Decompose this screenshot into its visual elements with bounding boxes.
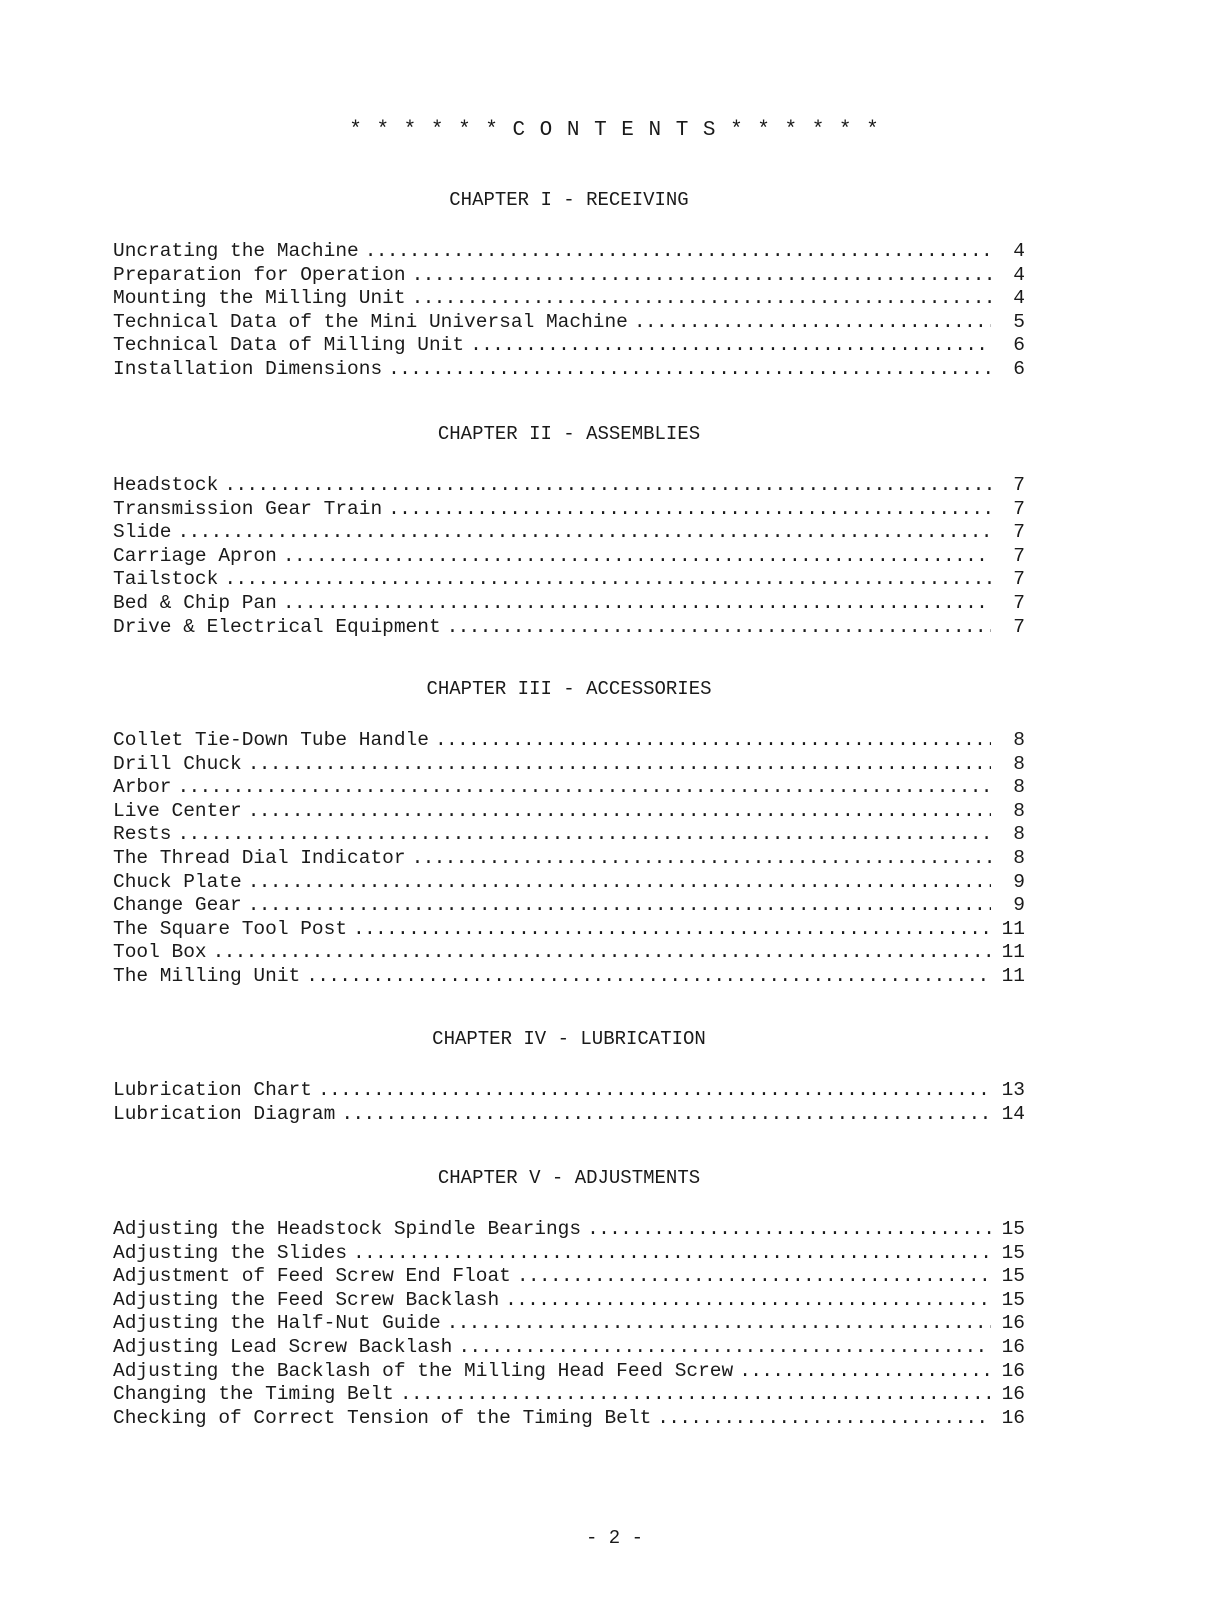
toc-entry [113,847,1025,871]
dot-leader [283,592,991,616]
dot-leader [447,1312,991,1336]
toc-entry-page: 7 [1013,497,1025,520]
toc-entry [113,1242,1025,1266]
toc-entry [113,545,1025,569]
dot-leader [318,1079,991,1103]
toc-entry [113,1383,1025,1407]
toc-entry [113,1360,1025,1384]
toc-entry-title: Technical Data of the Mini Universal Machine [113,310,628,333]
toc-entry-title: Adjusting the Half-Nut Guide [113,1312,441,1335]
toc-entry [113,941,1025,965]
toc-entry-page: 16 [1001,1383,1025,1406]
toc-entry [113,1312,1025,1336]
dot-leader [248,800,991,824]
dot-leader [248,894,991,918]
toc-entry-page: 4 [1013,287,1025,310]
dot-leader [458,1336,991,1360]
toc-entry-page: 7 [1013,591,1025,614]
toc-entry-page: 4 [1013,263,1025,286]
toc-entry-title: Arbor [113,776,172,799]
toc-entry-page: 13 [1001,1079,1025,1101]
toc-entry-page: 15 [1001,1241,1025,1264]
page-number: - 2 - [585,1527,643,1549]
dot-leader [341,1103,991,1127]
toc-entry [113,823,1025,847]
toc-entry-title: Lubrication Diagram [113,1102,336,1125]
toc-entry [113,1336,1025,1360]
toc-entry [113,334,1025,358]
toc-entry-title: Uncrating the Machine [113,240,359,262]
toc-entry-title: Carriage Apron [113,544,277,567]
toc-entry-page: 7 [1013,521,1025,544]
dot-leader [634,311,991,335]
toc-entry-list [113,729,1025,989]
toc-entry-title: Adjusting the Headstock Spindle Bearings [113,1218,582,1240]
toc-entry-title: Changing the Timing Belt [113,1383,394,1406]
chapter-section [113,1166,1025,1430]
toc-entry-title: The Thread Dial Indicator [113,846,406,869]
dot-leader [400,1383,991,1407]
toc-entry-page: 6 [1013,357,1025,380]
toc-entry [113,358,1025,382]
contents-heading: * * * * * * C O N T E N T S * * * * * * [349,119,880,142]
toc-entry-title: Transmission Gear Train [113,497,383,520]
toc-entry-title: Checking of Correct Tension of the Timing Belt [113,1406,652,1429]
chapter-section [113,1027,1025,1126]
dot-leader [248,871,991,895]
dot-leader [447,616,991,640]
dot-leader [178,521,991,545]
dot-leader [353,918,991,942]
dot-leader [306,965,991,989]
dot-leader [505,1289,991,1313]
toc-entry-title: Drive & Electrical Equipment [113,615,441,638]
toc-entry [113,1407,1025,1431]
toc-entry [113,1218,1025,1242]
toc-entry-list [113,1079,1025,1126]
toc-entry-page: 15 [1001,1218,1025,1240]
toc-entry [113,521,1025,545]
toc-entry-page: 7 [1013,544,1025,567]
toc-entry-page: 15 [1001,1288,1025,1311]
toc-entry-page: 9 [1013,894,1025,917]
toc-entry-title: Collet Tie-Down Tube Handle [113,729,429,751]
dot-leader [353,1242,991,1266]
toc-entry-page: 7 [1013,474,1025,496]
toc-entry [113,616,1025,640]
dot-leader [224,568,991,592]
toc-entry-title: Change Gear [113,894,242,917]
toc-entry-title: Chuck Plate [113,870,242,893]
toc-entry-list [113,240,1025,382]
chapter-title: CHAPTER III - ACCESSORIES [426,678,712,700]
toc-entry-page: 8 [1013,823,1025,846]
toc-entry-page: 15 [1001,1265,1025,1288]
dot-leader [739,1360,991,1384]
toc-entry-page: 9 [1013,870,1025,893]
chapter-section [113,677,1025,989]
toc-entry [113,871,1025,895]
dot-leader [388,358,991,382]
toc-entry-page: 16 [1001,1359,1025,1382]
toc-entry [113,474,1025,498]
toc-entry-page: 11 [1001,941,1025,964]
toc-entry-title: The Milling Unit [113,964,301,987]
toc-entry-list [113,474,1025,639]
toc-entry [113,918,1025,942]
toc-entry-page: 8 [1013,776,1025,799]
toc-entry-title: Adjusting Lead Screw Backlash [113,1335,453,1358]
toc-entry-page: 16 [1001,1335,1025,1358]
dot-leader [587,1218,991,1242]
toc-entry-page: 8 [1013,729,1025,751]
toc-entry-title: Bed & Chip Pan [113,591,277,614]
toc-entry-title: Mounting the Milling Unit [113,287,406,310]
toc-entry-title: Live Center [113,799,242,822]
toc-entry-page: 8 [1013,752,1025,775]
toc-entry-page: 11 [1001,917,1025,940]
toc-entry [113,592,1025,616]
toc-entry-title: Adjusting the Backlash of the Milling Head Feed Screw [113,1359,734,1382]
dot-leader [435,729,991,753]
toc-entry-page: 7 [1013,615,1025,638]
toc-entry-page: 7 [1013,568,1025,591]
toc-entry [113,729,1025,753]
toc-entry [113,965,1025,989]
toc-entry [113,311,1025,335]
toc-entry-page: 6 [1013,334,1025,357]
toc-entry-page: 4 [1013,240,1025,262]
toc-entry-list [113,1218,1025,1430]
chapter-section [113,188,1025,382]
toc-entry-title: Technical Data of Milling Unit [113,334,465,357]
toc-entry-page: 8 [1013,799,1025,822]
toc-entry-title: Drill Chuck [113,752,242,775]
dot-leader [388,498,991,522]
dot-leader [283,545,991,569]
dot-leader [224,474,991,498]
toc-entry-page: 11 [1001,964,1025,987]
dot-leader [412,264,991,288]
toc-entry-title: Slide [113,521,172,544]
dot-leader [178,823,991,847]
toc-entry-page: 5 [1013,310,1025,333]
toc-entry-page: 16 [1001,1406,1025,1429]
chapter-title: CHAPTER II - ASSEMBLIES [437,423,701,445]
toc-entry [113,287,1025,311]
dot-leader [657,1407,991,1431]
toc-entry [113,498,1025,522]
toc-entry-title: Tool Box [113,941,207,964]
chapter-title: CHAPTER IV - LUBRICATION [432,1028,706,1050]
toc-entry [113,1103,1025,1127]
toc-entry [113,568,1025,592]
dot-leader [365,240,991,264]
chapter-title: CHAPTER V - ADJUSTMENTS [437,1167,701,1189]
toc-entry-title: Rests [113,823,172,846]
toc-entry [113,1289,1025,1313]
chapter-section [113,422,1025,639]
toc-entry [113,753,1025,777]
dot-leader [517,1265,991,1289]
toc-entry-title: Adjustment of Feed Screw End Float [113,1265,511,1288]
toc-entry-title: Tailstock [113,568,219,591]
toc-entry [113,240,1025,264]
toc-entry [113,800,1025,824]
toc-entry [113,776,1025,800]
toc-entry-page: 16 [1001,1312,1025,1335]
chapter-title: CHAPTER I - RECEIVING [449,189,689,211]
toc-entry-page: 14 [1001,1102,1025,1125]
toc-entry-title: Adjusting the Feed Screw Backlash [113,1288,500,1311]
dot-leader [412,287,991,311]
toc-entry-title: Headstock [113,474,219,496]
toc-entry [113,1265,1025,1289]
toc-entry [113,894,1025,918]
toc-entry-title: Installation Dimensions [113,357,383,380]
dot-leader [470,334,991,358]
toc-entry-page: 8 [1013,846,1025,869]
toc-entry [113,1079,1025,1103]
toc-entry-title: The Square Tool Post [113,917,348,940]
dot-leader [178,776,991,800]
dot-leader [248,753,991,777]
toc-entry-title: Preparation for Operation [113,263,406,286]
toc-entry [113,264,1025,288]
toc-entry-title: Lubrication Chart [113,1079,312,1101]
toc-entry-title: Adjusting the Slides [113,1241,348,1264]
dot-leader [412,847,991,871]
dot-leader [213,941,991,965]
